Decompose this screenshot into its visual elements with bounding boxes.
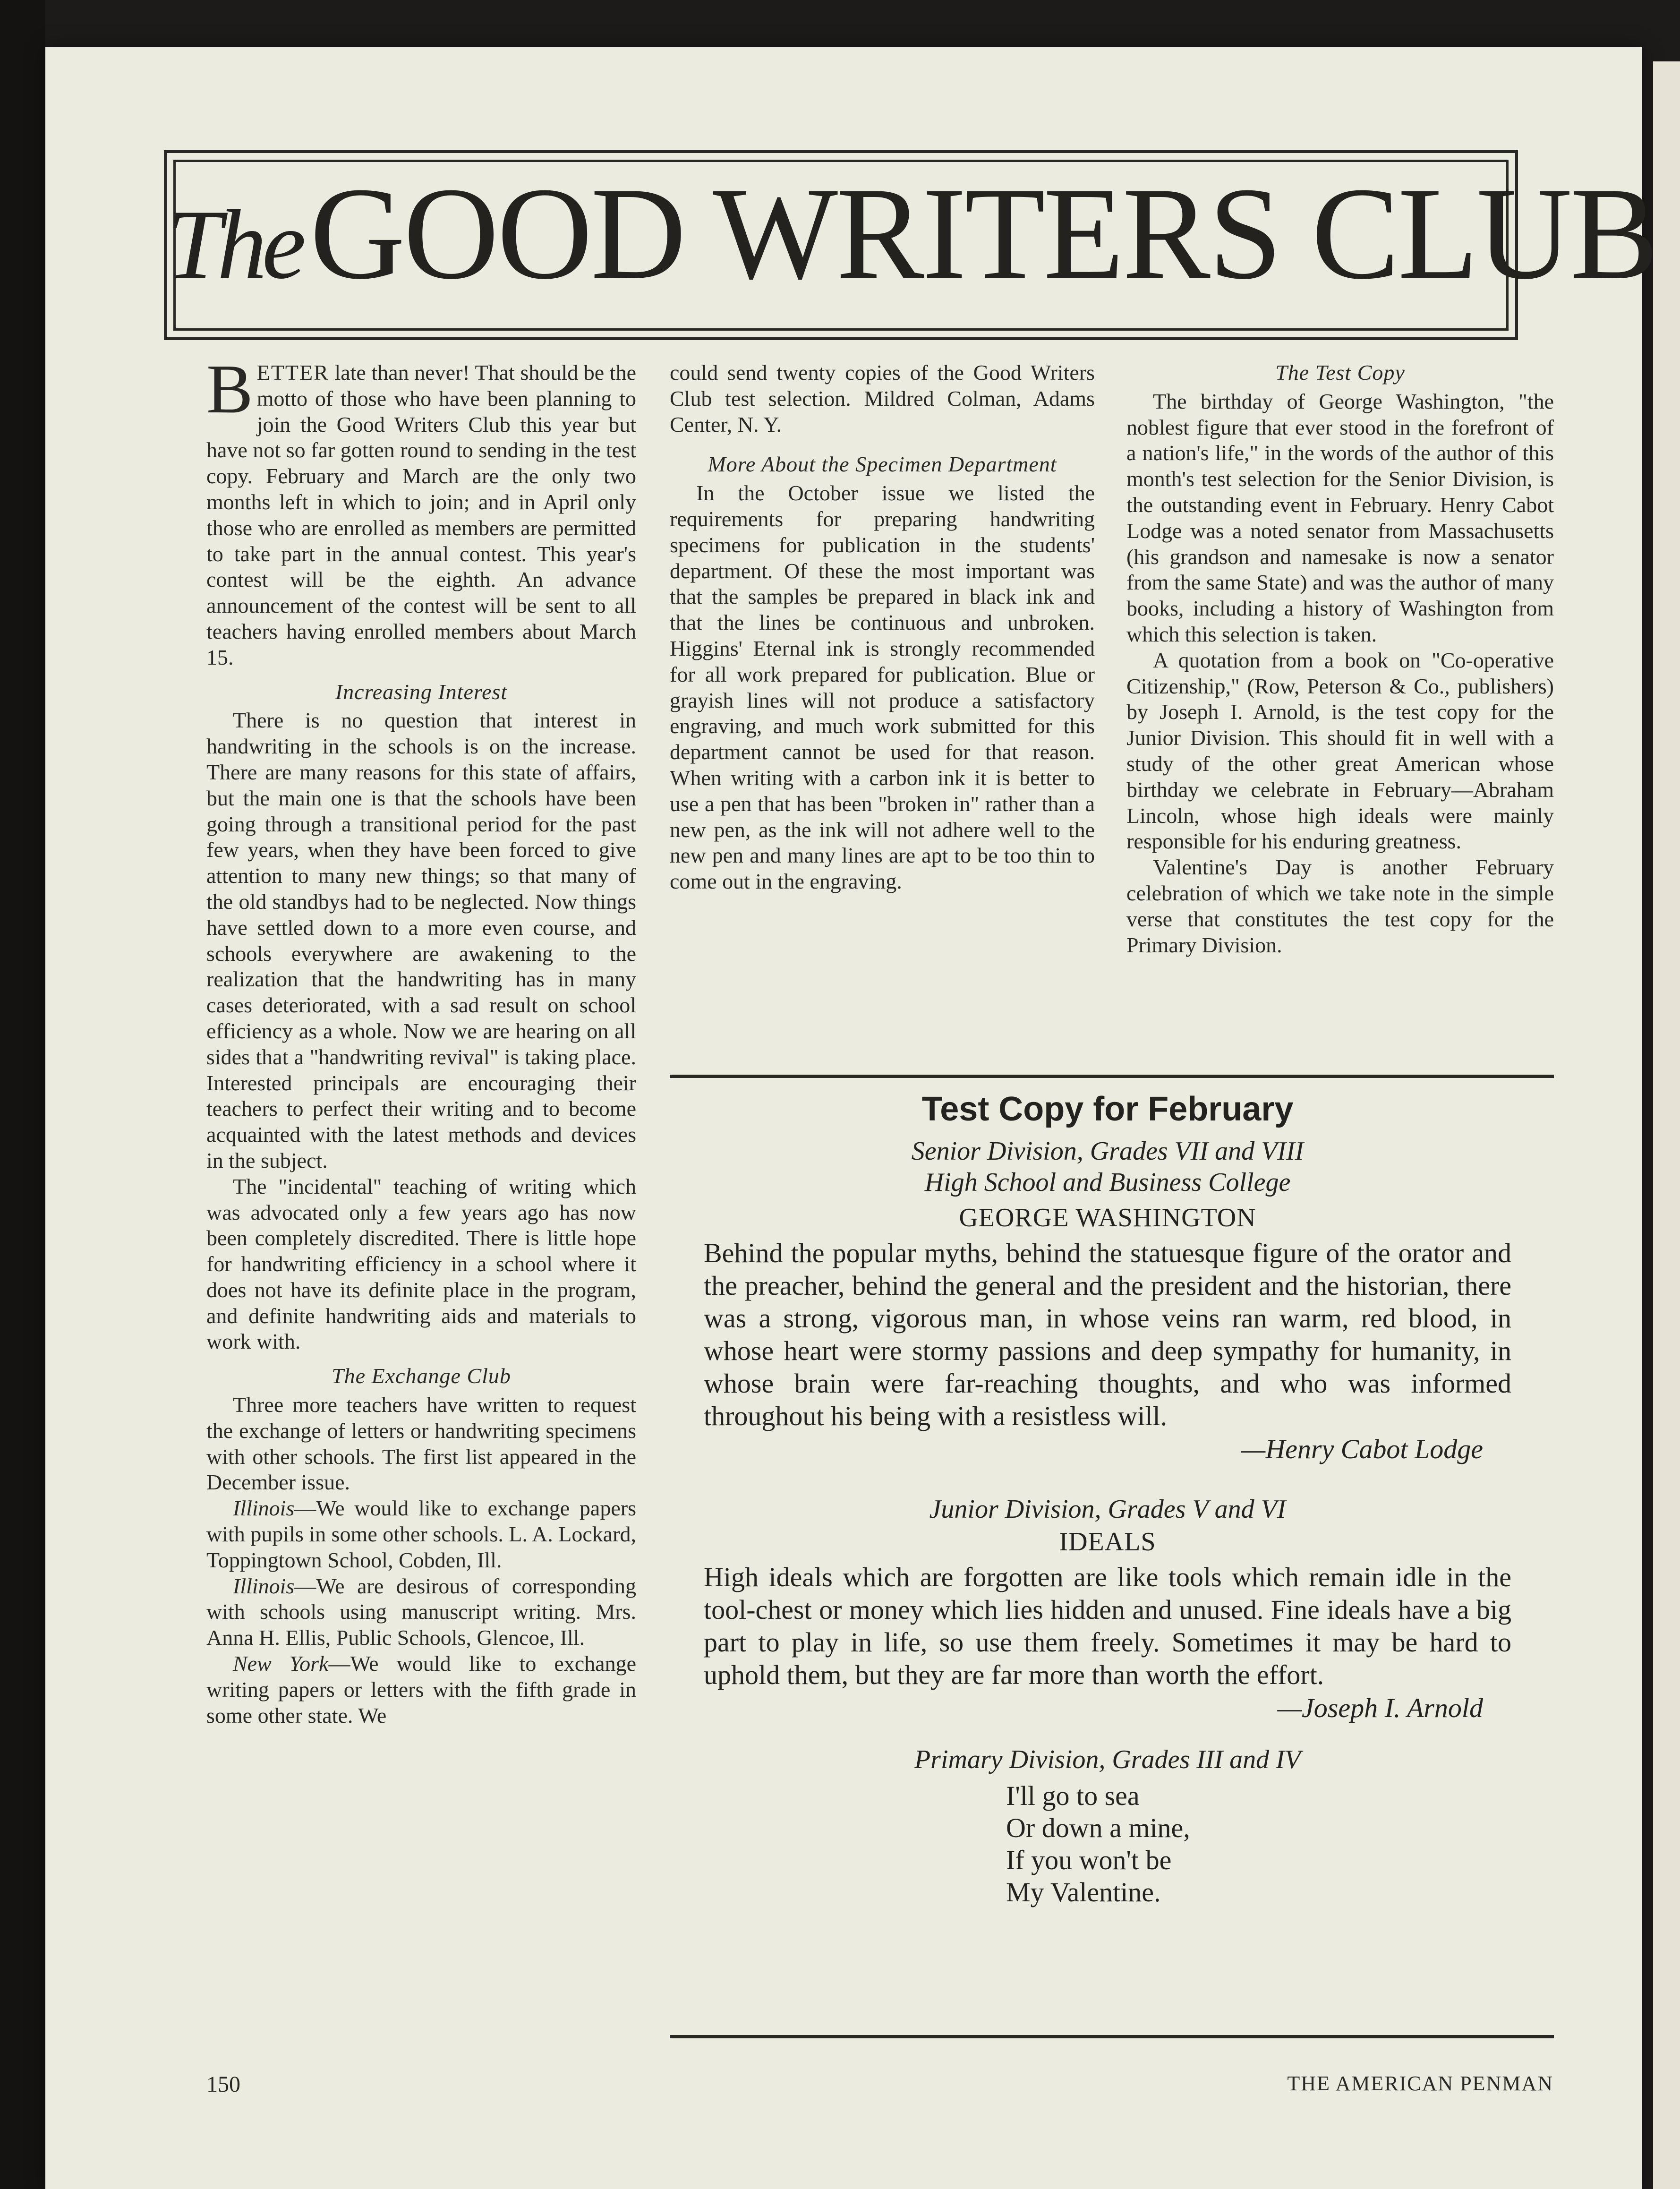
running-footer: THE AMERICAN PENMAN bbox=[1287, 2072, 1553, 2095]
test-copy-box bbox=[704, 1086, 1511, 1908]
subheading-test-copy: The Test Copy bbox=[1275, 360, 1405, 385]
entry-text: —We would like to exchange writing papers or letters with the fifth grade in some other state. We bbox=[206, 1651, 636, 1727]
entry-state: Illinois bbox=[233, 1496, 295, 1521]
exchange-entry bbox=[206, 1651, 636, 1728]
senior-selection-title: GEORGE WASHINGTON bbox=[959, 1203, 1256, 1232]
test-copy-heading: Test Copy for February bbox=[921, 1090, 1294, 1128]
paragraph: Valentine's Day is another February celebration of which we take note in the simple verse that constitutes the test copy for the Primary Division. bbox=[1126, 855, 1554, 957]
subheading-increasing-interest: Increasing Interest bbox=[335, 679, 508, 704]
intro-smallcaps: ETTER bbox=[256, 360, 329, 385]
paragraph: could send twenty copies of the Good Writers Club test selection. Mildred Colman, Adams Center, N. Y. bbox=[670, 360, 1095, 436]
column-3 bbox=[1126, 360, 1554, 958]
masthead-name: GOOD WRITERS CLUB bbox=[310, 160, 1657, 307]
exchange-entry bbox=[206, 1573, 636, 1651]
senior-division-sublabel: High School and Business College bbox=[924, 1168, 1291, 1197]
drop-cap: B bbox=[206, 351, 253, 428]
primary-division-label: Primary Division, Grades III and IV bbox=[914, 1745, 1301, 1774]
poem-line: I'll go to sea bbox=[1006, 1780, 1140, 1811]
paragraph: The birthday of George Washington, "the noblest figure that ever stood in the forefront of a nation's life," in the words of the author of this month's test selection for the Senior Division, is the outstanding event in February. Henry Cabot Lodge was a noted senator from Massachusetts (his grandson and namesake is now a senator from the same State) and was the author of many books, including a history of Washington from which this selection is taken. bbox=[1126, 389, 1554, 646]
junior-division-label: Junior Division, Grades V and VI bbox=[929, 1495, 1286, 1524]
masthead bbox=[164, 150, 1657, 340]
senior-selection-author: —Henry Cabot Lodge bbox=[1241, 1434, 1483, 1464]
senior-division-label: Senior Division, Grades VII and VIII bbox=[911, 1137, 1304, 1166]
column-2 bbox=[670, 360, 1095, 895]
intro-paragraph bbox=[206, 351, 636, 671]
next-page-edge bbox=[1653, 61, 1680, 2189]
junior-selection-title: IDEALS bbox=[1059, 1527, 1156, 1556]
scan-background bbox=[0, 0, 45, 2189]
rule-bottom bbox=[670, 2035, 1554, 2038]
masthead-the: The bbox=[167, 190, 301, 299]
rule-top bbox=[670, 1075, 1554, 1078]
paragraph: There is no question that interest in handwriting in the schools is on the increase. There are many reasons for this state of affairs, but the main one is that the schools have been going through a transitional period for the past few years, when they have been forced to give attention to many new things; so that many of the old standbys had to be neglected. Now things have settled down to a more even course, and schools everywhere are awakening to the realization that the handwriting has in many cases deteriorated, with a sad result on school efficiency as a whole. Now we are hearing on all sides that a "handwriting revival" is taking place. Interested principals are encouraging their teachers to perfect their writing and to become acquainted with the latest methods and devices in the subject. bbox=[206, 708, 636, 1172]
intro-text: late than never! That should be the motto of those who have been planning to join the Good Writers Club this year but have not so far gotten round to sending in the test copy. February and March are the only two months left in which to join; and in April only those who are enrolled as members are permitted to take part in the annual contest. This year's contest will be the eighth. An advance announcement of the contest will be sent to all teachers having enrolled members about March 15. bbox=[206, 360, 636, 669]
entry-state: New York bbox=[233, 1651, 329, 1676]
senior-selection-text: Behind the popular myths, behind the statuesque figure of the orator and the preacher, behind the general and the president and the historian, there was a strong, vigorous man, in whose veins ran warm, red blood, in whose heart were stormy passions and deep sympathy for humanity, in whose brain were far-reaching thoughts, and who was informed throughout his being with a resistless will. bbox=[704, 1238, 1511, 1431]
masthead-title bbox=[167, 158, 1657, 320]
entry-text: —We are desirous of corresponding with schools using manuscript writing. Mrs. Anna H. Ellis, Public Schools, Glencoe, Ill. bbox=[206, 1573, 636, 1650]
subheading-specimen-department: More About the Specimen Department bbox=[708, 452, 1057, 477]
poem-line: Or down a mine, bbox=[1006, 1813, 1190, 1843]
junior-selection-author: —Joseph I. Arnold bbox=[1277, 1693, 1483, 1723]
paragraph: The "incidental" teaching of writing which was advocated only a few years ago has now been completely discredited. There is little hope for handwriting efficiency in a school where it does not have its definite place in the program, and definite handwriting aids and materials to work with. bbox=[206, 1174, 636, 1354]
paragraph: A quotation from a book on "Co-operative Citizenship," (Row, Peterson & Co., publishers) by Joseph I. Arnold, is the test copy for the Junior Division. This should fit in well with a study of the other great American whose birthday we celebrate in February—Abraham Lincoln, whose high ideals were mainly responsible for his enduring greatness. bbox=[1126, 648, 1554, 854]
junior-selection-text: High ideals which are forgotten are like tools which remain idle in the tool-chest or money which lies hidden and unused. Fine ideals have a big part to play in life, so use them freely. Sometimes it may be hard to uphold them, but they are far more than worth the effort. bbox=[704, 1562, 1511, 1690]
page-number: 150 bbox=[206, 2072, 240, 2097]
entry-text: —We would like to exchange papers with pupils in some other schools. L. A. Lockard, Toppingtown School, Cobden, Ill. bbox=[206, 1496, 636, 1572]
poem-line: If you won't be bbox=[1006, 1845, 1172, 1875]
subheading-exchange-club: The Exchange Club bbox=[332, 1364, 511, 1388]
paragraph: In the October issue we listed the requirements for preparing handwriting specimens for publication in the students' department. Of these the most important was that the samples be prepared in black ink and that the lines be continuous and unbroken. Higgins' Eternal ink is strongly recommended for all work prepared for publication. Blue or grayish lines will not produce a satisfactory engraving, and much work submitted for this department cannot be used for that reason. When writing with a carbon ink it is better to use a pen that has been "broken in" rather than a new pen, as the ink will not adhere well to the new pen and many lines are apt to be too thin to come out in the engraving. bbox=[670, 481, 1095, 894]
exchange-entry bbox=[206, 1496, 636, 1573]
paragraph: Three more teachers have written to request the exchange of letters or handwriting specimens with other schools. The first list appeared in the December issue. bbox=[206, 1393, 636, 1495]
primary-poem bbox=[1006, 1780, 1511, 1908]
poem-line: My Valentine. bbox=[1006, 1877, 1161, 1907]
entry-state: Illinois bbox=[233, 1573, 295, 1598]
column-1 bbox=[206, 351, 636, 1728]
